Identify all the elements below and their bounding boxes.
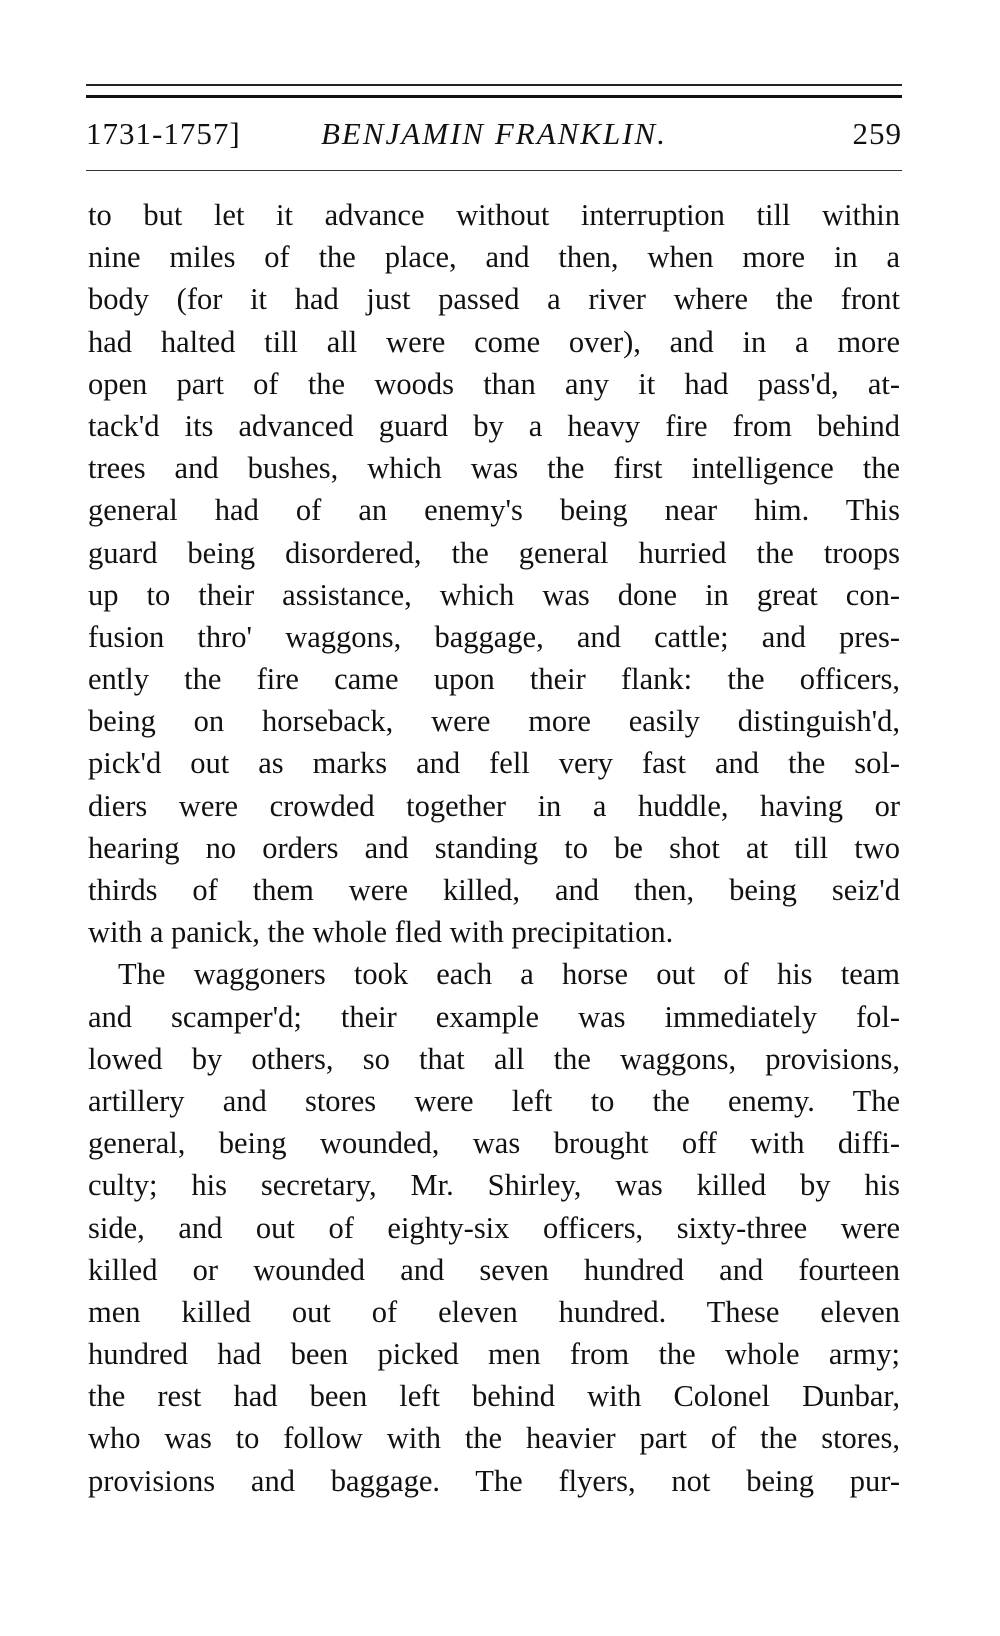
text-line: open part of the woods than any it had pass'd, at- [88,366,900,401]
text-line: nine miles of the place, and then, when more in a [88,240,900,275]
text-line: hearing no orders and standing to be shot at till two [88,830,900,865]
text-line: lowed by others, so that all the waggons, provisions, [88,1041,900,1076]
text-line: and scamper'd; their example was immediately fol- [88,999,900,1034]
page-number: 259 [852,116,902,151]
text-line: fusion thro' waggons, baggage, and cattle; and pres- [88,619,900,654]
running-head [86,114,902,154]
text-line: the rest had been left behind with Colonel Dunbar, [88,1379,900,1414]
text-line: killed or wounded and seven hundred and fourteen [88,1252,900,1287]
text-line: had halted till all were come over), and in a more [88,324,900,359]
text-line: side, and out of eighty-six officers, sixty-three were [88,1210,900,1245]
top-rule-thick [86,95,902,98]
text-line: trees and bushes, which was the first intelligence the [88,451,900,486]
text-line: to but let it advance without interruption till within [88,198,900,232]
text-line: general, being wounded, was brought off with diffi- [88,1126,900,1161]
text-line: thirds of them were killed, and then, being seiz'd [88,873,900,907]
text-line: body (for it had just passed a river where the front [88,282,900,317]
text-line: hundred had been picked men from the whole army; [88,1337,900,1372]
header-rule [86,170,902,171]
text-line: up to their assistance, which was done in great con- [88,577,900,612]
text-line: guard being disordered, the general hurried the troops [88,535,900,570]
text-line: The waggoners took each a horse out of his team [118,957,900,992]
top-rule-thin [86,84,902,86]
text-line: diers were crowded together in a huddle, having or [88,788,900,823]
text-line: men killed out of eleven hundred. These eleven [88,1294,900,1329]
running-head-dates: 1731-1757] [86,116,241,151]
text-line: general had of an enemy's being near him. This [88,493,900,528]
text-line: provisions and baggage. The flyers, not being pur- [88,1463,900,1498]
text-line: culty; his secretary, Mr. Shirley, was killed by his [88,1168,900,1203]
text-line: ently the fire came upon their flank: the officers, [88,662,900,697]
body-text [88,194,900,1502]
text-line: tack'd its advanced guard by a heavy fire from behind [88,408,900,443]
text-line: who was to follow with the heavier part of the stores, [88,1421,900,1456]
text-line: artillery and stores were left to the enemy. The [88,1083,900,1118]
running-head-title: BENJAMIN FRANKLIN. [321,116,667,151]
text-line: being on horseback, were more easily distinguish'd, [88,704,900,739]
text-line: with a panick, the whole fled with precipitation. [88,915,674,950]
text-line: pick'd out as marks and fell very fast and the sol- [88,746,900,781]
